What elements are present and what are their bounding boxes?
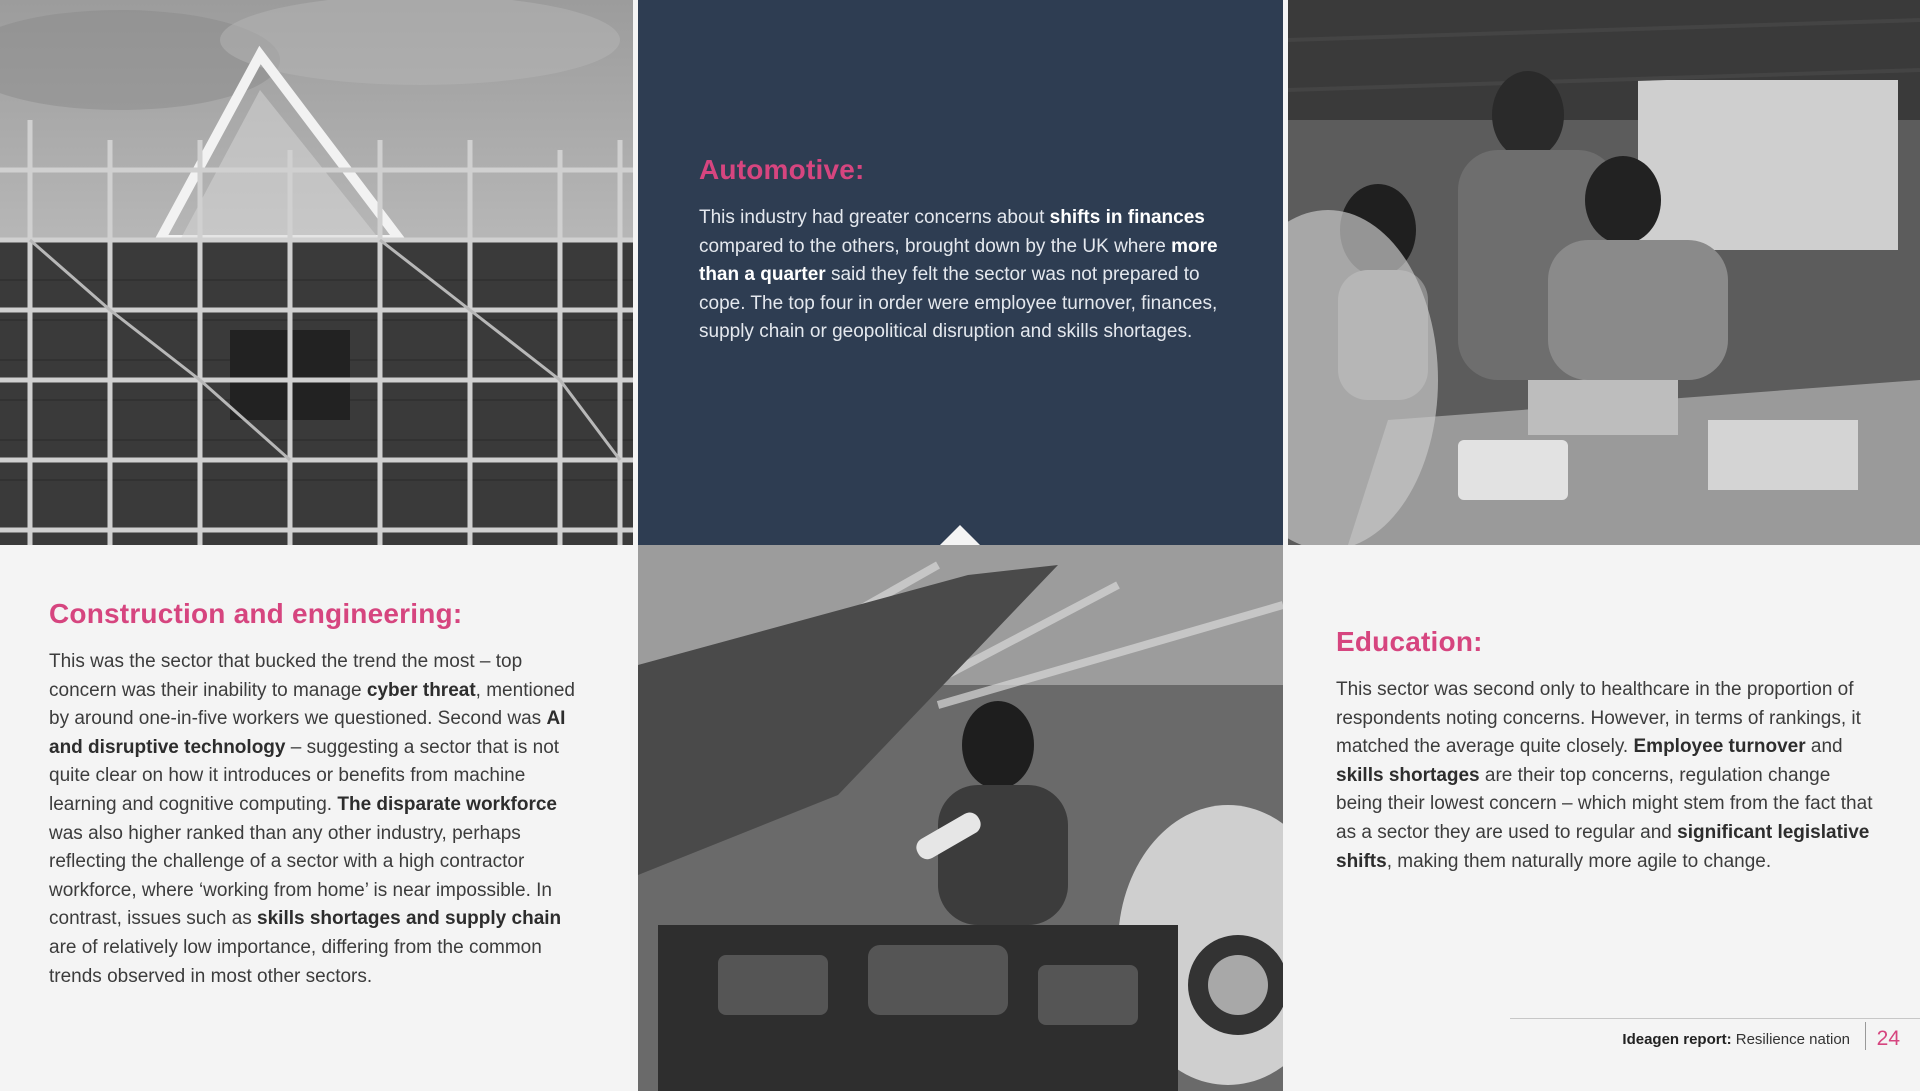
text-run: This industry had greater concerns about: [699, 207, 1050, 228]
text-run: said they felt the sector was not prepared to cope. The top four in order were employee turnover, finances, supply chain or geopolitical disruption and skills shortages.: [699, 264, 1218, 343]
education-caret: [1575, 545, 1619, 567]
construction-photo: [0, 0, 633, 545]
education-section: [1336, 626, 1876, 876]
footer-report-title: Resilience nation: [1731, 1031, 1850, 1048]
emphasis-text: AI and disruptive technology: [49, 708, 566, 758]
construction-caret: [296, 545, 340, 567]
page-number: 24: [1876, 1027, 1900, 1050]
emphasis-text: skills shortages: [1336, 764, 1480, 786]
text-run: This sector was second only to healthcare in the proportion of respondents noting concerns. However, in terms of rankings, it matched the average quite closely.: [1336, 679, 1861, 758]
text-run: This was the sector that bucked the trend the most – top concern was their inability to manage: [49, 651, 523, 701]
emphasis-text: significant legislative shifts: [1336, 821, 1870, 872]
text-run: and: [1805, 736, 1843, 758]
emphasis-text: skills shortages and supply chain: [257, 908, 562, 930]
footer-report-label: [1622, 1031, 1850, 1048]
footer-divider: [1865, 1022, 1866, 1050]
footer-report-brand: Ideagen report:: [1622, 1031, 1732, 1048]
emphasis-text: shifts in finances: [1049, 207, 1205, 228]
page-footer: [1500, 1018, 1920, 1058]
emphasis-text: The disparate workforce: [337, 793, 557, 815]
education-paragraph: [1336, 676, 1876, 876]
text-run: , mentioned by around one-in-five workers we questioned. Second was: [49, 679, 575, 730]
emphasis-text: cyber threat: [366, 679, 476, 701]
construction-heading: Construction and engineering:: [49, 598, 463, 629]
emphasis-text: more than a quarter: [699, 235, 1218, 286]
footer-rule: [1510, 1018, 1920, 1019]
automotive-photo: [638, 545, 1283, 1091]
automotive-heading: Automotive:: [699, 154, 865, 185]
emphasis-text: Employee turnover: [1633, 736, 1806, 758]
text-run: was also higher ranked than any other industry, perhaps reflecting the challenge of a sector with a high contractor workforce, where ‘working from home’ is near impossible. In contrast, issues such as: [49, 822, 552, 930]
construction-paragraph: [49, 648, 589, 991]
text-run: compared to the others, brought down by the UK where: [699, 235, 1172, 257]
text-run: are their top concerns, regulation change being their lowest concern – which might stem from the fact that as a sector they are used to regular and: [1336, 764, 1873, 843]
text-run: , making them naturally more agile to change.: [1386, 850, 1772, 872]
education-heading: Education:: [1336, 626, 1483, 657]
automotive-section: [699, 154, 1239, 347]
text-run: are of relatively low importance, differing from the common trends observed in most other sectors.: [49, 936, 542, 987]
education-photo: [1288, 0, 1920, 545]
automotive-paragraph: [699, 204, 1239, 347]
construction-section: [49, 598, 589, 991]
text-run: – suggesting a sector that is not quite clear on how it introduces or benefits from machine learning and cognitive computing.: [49, 736, 560, 815]
